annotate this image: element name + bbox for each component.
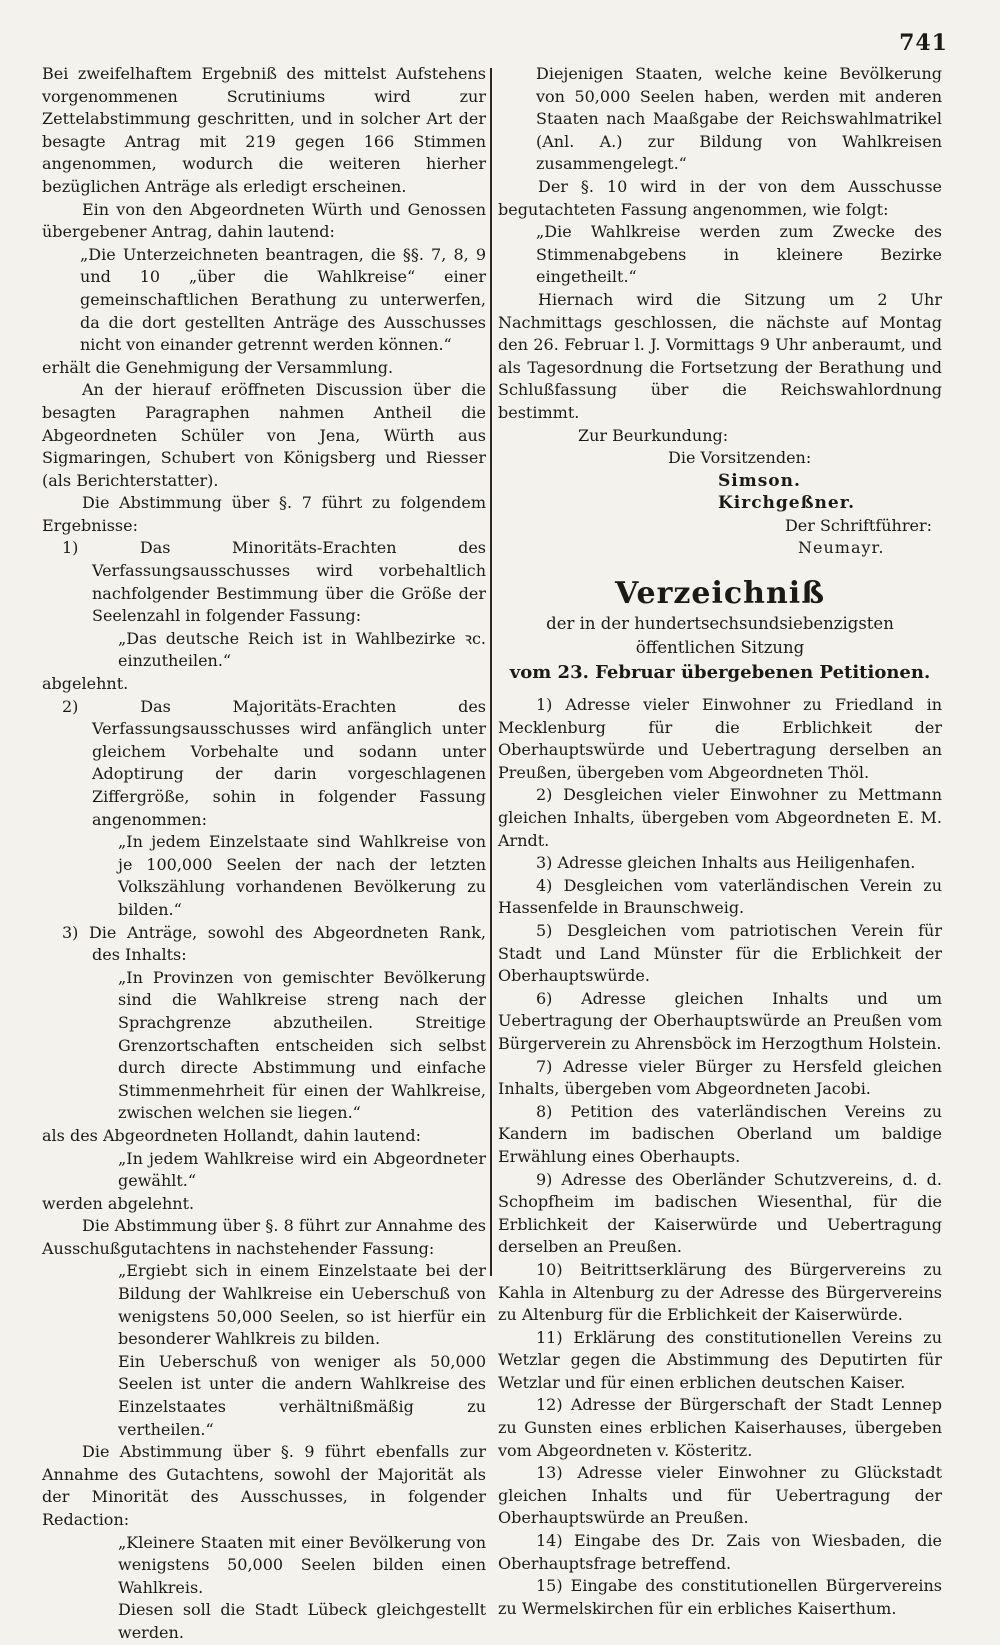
paragraph: Die Abstimmung über §. 8 führt zur Annahme des Ausschußgutachtens in nachstehender Fassung: [42, 1216, 486, 1258]
paragraph: 1) Das Minoritäts-Erachten des Verfassungsausschusses wird vorbehaltlich nachfolgender Bestimmung über die Größe der Seelenzahl in folgender Fassung: [62, 538, 486, 626]
paragraph: 3) Die Anträge, sowohl des Abgeordneten Rank, des Inhalts: [62, 922, 486, 965]
petition-item: 15) Eingabe des constitutionellen Bürgervereins zu Wermelskirchen für ein erbliches Kaiserthum. [498, 1576, 942, 1618]
paragraph: „Die Wahlkreise werden zum Zwecke des Stimmenabgebens in kleinere Bezirke eingetheilt.“ [536, 222, 942, 287]
paragraph: werden abgelehnt. [42, 1193, 195, 1213]
paragraph: erhält die Genehmigung der Versammlung. [42, 357, 394, 377]
chair-label: Die Vorsitzenden: [668, 448, 812, 468]
petition-item: 12) Adresse der Bürgerschaft der Stadt Lennep zu Gunsten eines erblichen Kaiserhauses, übergeben vom Abgeordneten v. Kösteritz. [498, 1395, 942, 1460]
petition-item: 7) Adresse vieler Bürger zu Hersfeld gleichen Inhalts, übergeben vom Abgeordneten Jacobi. [498, 1056, 942, 1099]
paragraph: „In jedem Wahlkreise wird ein Abgeordneter gewählt.“ [118, 1148, 486, 1191]
paragraph: „Das deutsche Reich ist in Wahlbezirke ꝛc. einzutheilen.“ [118, 628, 486, 671]
paragraph: Ein von den Abgeordneten Würth und Genossen übergebener Antrag, dahin lautend: [42, 199, 486, 242]
paragraph: „Ergiebt sich in einem Einzelstaate bei der Bildung der Wahlkreise ein Ueberschuß von wenigstens 50,000 Seelen, so ist hierfür ein besonderer Wahlkreis zu bilden. [118, 1261, 486, 1349]
chair-name: Kirchgeßner. [718, 493, 856, 514]
paragraph: „In jedem Einzelstaate sind Wahlkreise von je 100,000 Seelen der nach der letzten Volkszählung vorhandenen Bevölkerung zu bilden.“ [118, 832, 486, 919]
petition-list [498, 694, 942, 1620]
petition-item: 10) Beitrittserklärung des Bürgervereins zu Kahla in Altenburg zu der Adresse des Bürgervereins zu Altenburg für die Erblichkeit der Kaiserwürde. [498, 1259, 942, 1325]
page-number: 741 [899, 30, 948, 56]
signature-intro: Zur Beurkundung: [578, 425, 729, 445]
paragraph: Diesen soll die Stadt Lübeck gleichgestellt werden. [118, 1600, 486, 1642]
paragraph: abgelehnt. [42, 674, 129, 694]
paragraph: Die Abstimmung über §. 7 führt zu folgendem Ergebnisse: [42, 493, 486, 535]
paragraph: Hiernach wird die Sitzung um 2 Uhr Nachmittags geschlossen, die nächste auf Montag den 26. Februar l. J. Vormittags 9 Uhr anberaumt, und als Tagesordnung die Fortsetzung der Berathung und Schlußfassung über die Reichswahlordnung bestimmt. [498, 289, 942, 422]
chair-name: Simson. [718, 470, 801, 491]
paragraph: An der hierauf eröffneten Discussion über die besagten Paragraphen nahmen Antheil die Abgeordneten Schüler von Jena, Würth aus Sigmaringen, Schubert von Königsberg und Riesser (als Berichterstatter). [42, 380, 486, 490]
petition-item: 3) Adresse gleichen Inhalts aus Heiligenhafen. [536, 853, 916, 873]
paragraph: Ein Ueberschuß von weniger als 50,000 Seelen ist unter die andern Wahlkreise des Einzelstaates verhältnißmäßig zu vertheilen.“ [118, 1351, 486, 1439]
petition-item: 4) Desgleichen vom vaterländischen Verein zu Hassenfelde in Braunschweig. [498, 875, 942, 918]
paragraph: 2) Das Majoritäts-Erachten des Verfassungsausschusses wird anfänglich unter gleichem Vorbehalte und sodann unter Adoptirung der darin vorgeschlagenen Ziffergröße, sohin in folgender Fassung angenommen: [62, 696, 486, 829]
proceedings-text [498, 63, 942, 425]
left-column [42, 63, 486, 1645]
right-column [498, 63, 942, 1620]
petition-item: 6) Adresse gleichen Inhalts und um Uebertragung der Oberhauptswürde an Preußen vom Bürgerverein zu Ahrensböck im Herzogthum Holstein. [498, 988, 942, 1053]
petition-item: 9) Adresse des Oberländer Schutzvereins, d. d. Schopfheim im badischen Wiesenthal, für die Erblichkeit der Kaiserwürde und Uebertragung derselben an Preußen. [498, 1169, 942, 1257]
secretary-name: Neumayr. [798, 538, 885, 558]
paragraph: Die Abstimmung über §. 9 führt ebenfalls zur Annahme des Gutachtens, sowohl der Majorität als der Minorität des Ausschusses, in folgender Redaction: [42, 1442, 486, 1529]
paragraph: „Die Unterzeichneten beantragen, die §§. 7, 8, 9 und 10 „über die Wahlkreise“ einer gemeinschaftlichen Berathung zu unterwerfen, da die dort gestellten Anträge des Ausschusses nicht von einander getrennt werden können.“ [80, 244, 486, 355]
petition-item: 2) Desgleichen vieler Einwohner zu Mettmann gleichen Inhalts, übergeben vom Abgeordneten E. M. Arndt. [498, 785, 942, 850]
petition-item: 1) Adresse vieler Einwohner zu Friedland in Mecklenburg für die Erblichkeit der Oberhauptswürde und Uebertragung derselben an Preußen, übergeben vom Abgeordneten Thöl. [498, 695, 942, 782]
column-divider [490, 68, 492, 1276]
petition-item: 14) Eingabe des Dr. Zais von Wiesbaden, die Oberhauptsfrage betreffend. [498, 1531, 942, 1573]
petition-item: 5) Desgleichen vom patriotischen Verein für Stadt und Land Münster für die Erblichkeit der Oberhauptswürde. [498, 921, 942, 986]
paragraph: Diejenigen Staaten, welche keine Bevölkerung von 50,000 Seelen haben, werden mit anderen Staaten nach Maaßgabe der Reichswahlmatrikel (Anl. A.) zur Bildung von Wahlkreisen zusammengelegt.“ [536, 64, 942, 174]
paragraph: als des Abgeordneten Hollandt, dahin lautend: [42, 1125, 421, 1145]
secretary-label: Der Schriftführer: [784, 515, 932, 535]
paragraph: Bei zweifelhaftem Ergebniß des mittelst Aufstehens vorgenommenen Scrutiniums wird zur Zettelabstimmung geschritten, und in solcher Art der besagte Antrag mit 219 gegen 166 Stimmen angenommen, wodurch die weiteren hierher bezüglichen Anträge als erledigt erscheinen. [42, 64, 486, 196]
paragraph: Der §. 10 wird in der von dem Ausschusse begutachteten Fassung angenommen, wie folgt: [498, 176, 942, 219]
list-subtitle: der in der hundertsechsundsiebenzigsten öffentlichen Sitzung [546, 614, 894, 658]
list-subtitle-date: vom 23. Februar übergebenen Petitionen. [509, 662, 931, 684]
petition-item: 13) Adresse vieler Einwohner zu Glückstadt gleichen Inhalts und für Uebertragung der Oberhauptswürde an Preußen. [498, 1463, 942, 1528]
petition-item: 8) Petition des vaterländischen Vereins zu Kandern im badischen Oberland um baldige Erwählung eines Oberhaupts. [498, 1101, 942, 1166]
list-heading: Verzeichniß [614, 576, 825, 612]
paragraph: „In Provinzen von gemischter Bevölkerung sind die Wahlkreise streng nach der Sprachgrenze abzutheilen. Streitige Grenzortschaften entscheiden sich selbst durch directe Abstimmung und einfache Stimmenmehrheit für einen der Wahlkreise, zwischen welchen sie liegen.“ [118, 967, 486, 1123]
paragraph: „Kleinere Staaten mit einer Bevölkerung von wenigstens 50,000 Seelen bilden einen Wahlkreis. [118, 1532, 486, 1597]
petition-item: 11) Erklärung des constitutionellen Vereins zu Wetzlar gegen die Abstimmung des Deputirten für Wetzlar und für einen erblichen deutschen Kaiser. [498, 1327, 942, 1392]
signature-block [498, 425, 942, 561]
